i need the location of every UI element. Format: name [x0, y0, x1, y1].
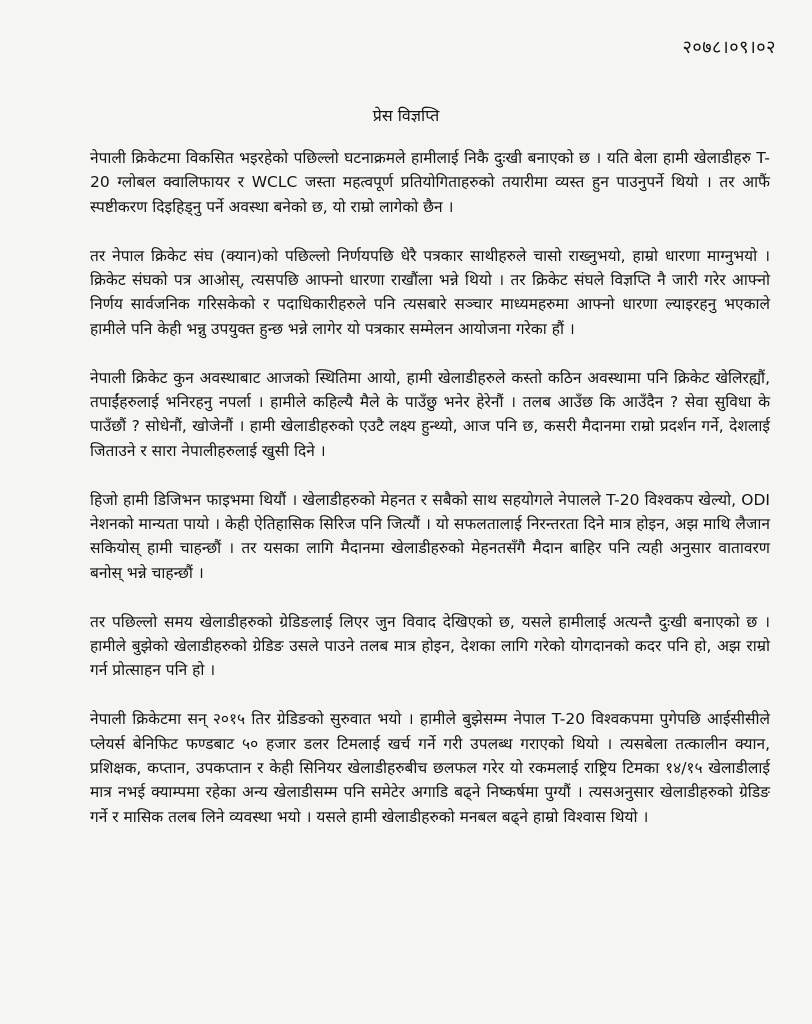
paragraph-2: तर नेपाल क्रिकेट संघ (क्यान)को पछिल्लो निर्णयपछि धेरै पत्रकार साथीहरुले चासो राख्नुभयो, हाम्रो धारणा माग्नुभयो । क्रिकेट संघको पत्र आओस्, त्यसपछि आफ्नो धारणा राखौंला भन्ने थियो । तर क्रिकेट संघले विज्ञप्ति नै जारी गरेर आफ्नो निर्णय सार्वजनिक गरिसकेको र पदाधिकारीहरुले पनि त्यसबारे सञ्चार माध्यमहरुमा आफ्नो धारणा ल्याइरहनु भएकाले हामीले पनि केही भन्नु उपयुक्त हुन्छ भन्ने लागेर यो पत्रकार सम्मेलन आयोजना गरेका हौं ।	[90, 246, 770, 338]
paragraph-3: नेपाली क्रिकेट कुन अवस्थाबाट आजको स्थितिमा आयो, हामी खेलाडीहरुले कस्तो कठिन अवस्थामा पनि क्रिकेट खेलिरह्यौं, तपाईंहरुलाई भनिरहनु नपर्ला । हामीले कहिल्यै मैले के पाउँछु भनेर हेरेनौं । तलब आउँछ कि आउँदैन ? सेवा सुविधा के पाउँछौं ? सोधेनौं, खोजेनौं । हामी खेलाडीहरुको एउटै लक्ष्य हुन्थ्यो, आज पनि छ, कसरी मैदानमा राम्रो प्रदर्शन गर्ने, देशलाई जिताउने र सारा नेपालीहरुलाई खुसी दिने ।	[90, 368, 770, 460]
paragraph-1: नेपाली क्रिकेटमा विकसित भइरहेको पछिल्लो घटनाक्रमले हामीलाई निकै दुःखी बनाएको छ । यति बेला हामी खेलाडीहरु T-20 ग्लोबल क्वालिफायर र WCLC जस्ता महत्वपूर्ण प्रतियोगिताहरुको तयारीमा व्यस्त हुन पाउनुपर्ने थियो । तर आफैं स्पष्टीकरण दिइहिड्नु पर्ने अवस्था बनेको छ, यो राम्रो लागेको छैन ।	[90, 149, 770, 216]
paragraph-4: हिजो हामी डिजिभन फाइभमा थियौं । खेलाडीहरुको मेहनत र सबैको साथ सहयोगले नेपालले T-20 विश्वकप खेल्यो, ODI नेशनको मान्यता पायो । केही ऐतिहासिक सिरिज पनि जित्यौं । यो सफलतालाई निरन्तरता दिने मात्र होइन, अझ माथि लैजान सकियोस् हामी चाहन्छौं । तर यसका लागि मैदानमा खेलाडीहरुको मेहनतसँगै मैदान बाहिर पनि त्यही अनुसार वातावरण बनोस् भन्ने चाहन्छौं ।	[90, 490, 770, 582]
document-body	[90, 146, 770, 854]
paragraph-6: नेपाली क्रिकेटमा सन् २०१५ तिर ग्रेडिङको सुरुवात भयो । हामीले बुझेसम्म नेपाल T-20 विश्वकपमा पुगेपछि आईसीसीले प्लेयर्स बेनिफिट फण्डबाट ५० हजार डलर टिमलाई खर्च गर्ने गरी उपलब्ध गराएको थियो । त्यसबेला तत्कालीन क्यान, प्रशिक्षक, कप्तान, उपकप्तान र केही सिनियर खेलाडीहरुबीच छलफल गरेर यो रकमलाई राष्ट्रिय टिमका १४/१५ खेलाडीलाई मात्र नभई क्याम्पमा रहेका अन्य खेलाडीसम्म पनि समेटेर अगाडि बढ्ने निष्कर्षमा पुग्यौं । त्यसअनुसार खेलाडीहरुको ग्रेडिङ गर्ने र मासिक तलब लिने व्यवस्था भयो । यसले हामी खेलाडीहरुको मनबल बढ्ने हाम्रो विश्वास थियो ।	[90, 710, 770, 826]
document-date: २०७८।०९।०२	[682, 37, 776, 58]
document-title: प्रेस विज्ञप्ति	[372, 106, 440, 125]
paragraph-5: तर पछिल्लो समय खेलाडीहरुको ग्रेडिङलाई लिएर जुन विवाद देखिएको छ, यसले हामीलाई अत्यन्तै दुःखी बनाएको छ । हामीले बुझेको खेलाडीहरुको ग्रेडिङ उसले पाउने तलब मात्र होइन, देशका लागि गरेको योगदानको कदर पनि हो, अझ राम्रो गर्न प्रोत्साहन पनि हो ।	[90, 612, 770, 680]
